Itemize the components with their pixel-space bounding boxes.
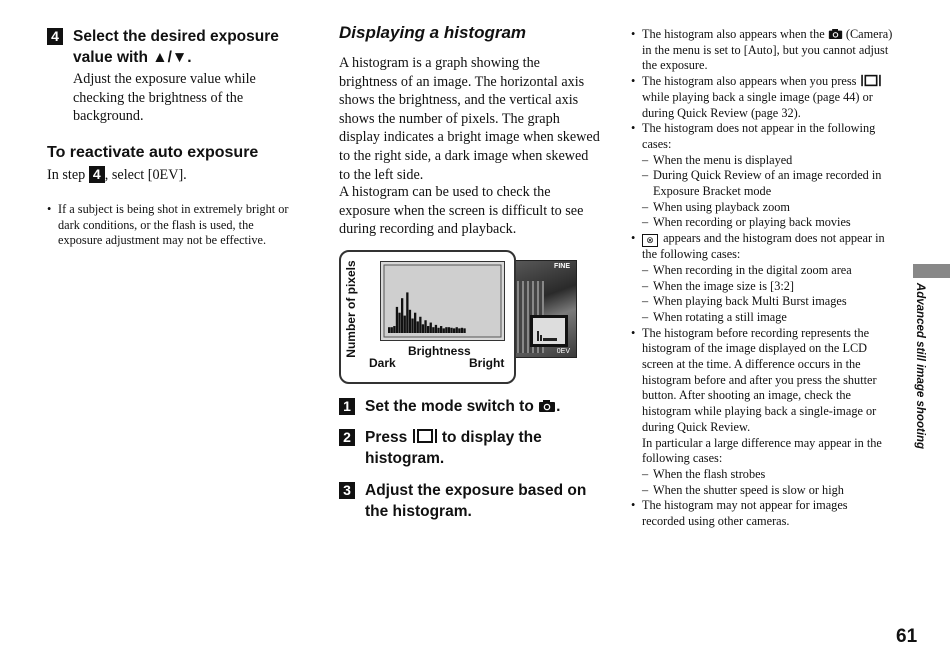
page-number: 61 [896,626,918,647]
reactivate-step-number: 4 [89,166,105,183]
histogram-bar [463,328,465,333]
difference-list [642,467,893,498]
list-item: – When recording in the digital zoom area [642,263,893,279]
step3 [339,480,601,522]
note-display-button [631,74,893,121]
histogram-bar [404,316,406,333]
side-tab-label: Advanced still image shooting [914,282,926,450]
histogram-bar [388,327,390,333]
list-item: – When the image size is [3:2] [642,279,893,295]
histogram-xlabel: Brightness [408,344,471,358]
step1-post: . [556,398,561,415]
list-item: – When playing back Multi Burst images [642,294,893,310]
histogram-bar [440,326,442,333]
histogram-bar [396,307,398,333]
histogram-chart [380,261,505,341]
note-camera-auto [631,27,893,74]
list-item: – When rotating a still image [642,310,893,326]
step4-heading: Select the desired exposure value with ▲/▼. [73,28,279,66]
histogram-bar [411,319,413,334]
note-display-button-pre: The histogram also appears when you press [642,74,857,89]
histogram-figure [339,250,579,384]
histogram-bar [456,327,458,333]
step2 [339,427,601,469]
histogram-bar [458,328,460,333]
histogram-bar [448,327,450,333]
histogram-bar [401,298,403,333]
lcd-ev-label: 0EV [556,348,570,355]
histogram-bar [453,328,455,333]
left-note: • If a subject is being shot in extremely bright or dark conditions, or the flash is used, the exposure adjustment may not be effective. [47,202,292,249]
warning-list [642,263,893,326]
histogram-bar [406,292,408,333]
reactivate-body [47,166,187,185]
lcd-mini-histogram [530,315,568,347]
step3-text: Adjust the exposure based on the histogram. [365,482,587,520]
histogram-bar [424,320,426,333]
list-item: – During Quick Review of an image recorded in Exposure Bracket mode [642,168,893,199]
not-appear-list [642,153,893,232]
histogram-para1: A histogram is a graph showing the brightness of an image. The horizontal axis shows the brightness, and the vertical axis shows the number of pixels. The graph display indicates a bright image when skewed to the right side, a dark image when skewed to the left side. [339,55,600,183]
histogram-bar [445,327,447,333]
list-item: – When recording or playing back movies [642,215,893,231]
histogram-bar [461,328,463,333]
note-not-appear-text: The histogram does not appear in the following cases: [642,121,876,151]
note-warning-icon [631,231,893,326]
lcd-fine-label: FINE [554,263,570,270]
histogram-bar [409,310,411,333]
step1 [339,396,601,417]
step2-pre: Press [365,429,408,446]
histogram-bar [435,325,437,333]
histogram-bar [393,326,395,333]
note-warning-text: appears and the histogram does not appear in the following cases: [642,231,885,262]
step2-number: 2 [339,429,355,446]
camera-icon [828,28,843,40]
right-column [631,27,893,530]
step3-number: 3 [339,482,355,499]
note-camera-auto-post: (Camera) in the menu is set to [Auto], but you cannot adjust the exposure. [642,27,893,73]
right-notes [631,27,893,530]
histogram-bright-label: Bright [469,356,505,370]
histogram-bar [391,327,393,333]
list-item: – When using playback zoom [642,200,893,216]
histogram-bar [430,323,432,333]
reactivate-before: In step [47,167,86,183]
histogram-bar [417,321,419,333]
histogram-bar [432,327,434,333]
reactivate-after: , select [0EV]. [104,167,187,183]
camera-icon [538,399,556,413]
note-before-recording-text: The histogram before recording represents the histogram of the image displayed on the LCD screen at the time. A difference occurs in the histogram before and after you press the shutter button. After shooting an image, check the histogram while playing back a single-image or during Quick Review. [642,325,877,434]
step2-post: to display the histogram. [365,429,542,467]
histogram-bar [414,313,416,333]
histogram-dark-label: Dark [369,356,396,370]
note-other-cameras: • The histogram may not appear for images recorded using other cameras. [631,498,893,529]
histogram-bar [398,313,400,333]
histogram-ylabel: Number of pixels [344,260,358,358]
histogram-bar [450,328,452,333]
list-item: – When the shutter speed is slow or high [642,483,893,499]
note-before-recording-extra: In particular a large difference may appear in the following cases: [642,435,882,466]
step4-body: Adjust the exposure value while checking the brightness of the background. [73,71,256,125]
step1-number: 1 [339,398,355,415]
list-item: – When the menu is displayed [642,153,893,169]
step4-block [47,26,292,126]
list-item: – When the flash strobes [642,467,893,483]
histogram-bar [437,328,439,333]
step1-text: Set the mode switch to [365,398,534,415]
histogram-bar [443,328,445,333]
histogram-bar [422,324,424,333]
note-not-appear [631,121,893,231]
note-display-button-post: while playing back a single image (page 44) or during Quick Review (page 32). [642,89,873,120]
histogram-bar [419,317,421,333]
histogram-bar [427,326,429,333]
display-frame-icon [412,428,438,444]
histogram-heading: Displaying a histogram [339,23,527,42]
lcd-screen-image [507,260,577,358]
step4-number: 4 [47,28,63,45]
left-notes [47,202,292,249]
display-frame-icon [860,74,882,87]
reactivate-heading: To reactivate auto exposure [47,144,259,161]
note-camera-auto-pre: The histogram also appears when the [642,27,825,41]
histogram-para2: A histogram can be used to check the exposure when the screen is difficult to see during recording and playback. [339,184,584,238]
histogram-warning-icon: ⊗ [642,234,658,247]
note-before-recording [631,326,893,499]
